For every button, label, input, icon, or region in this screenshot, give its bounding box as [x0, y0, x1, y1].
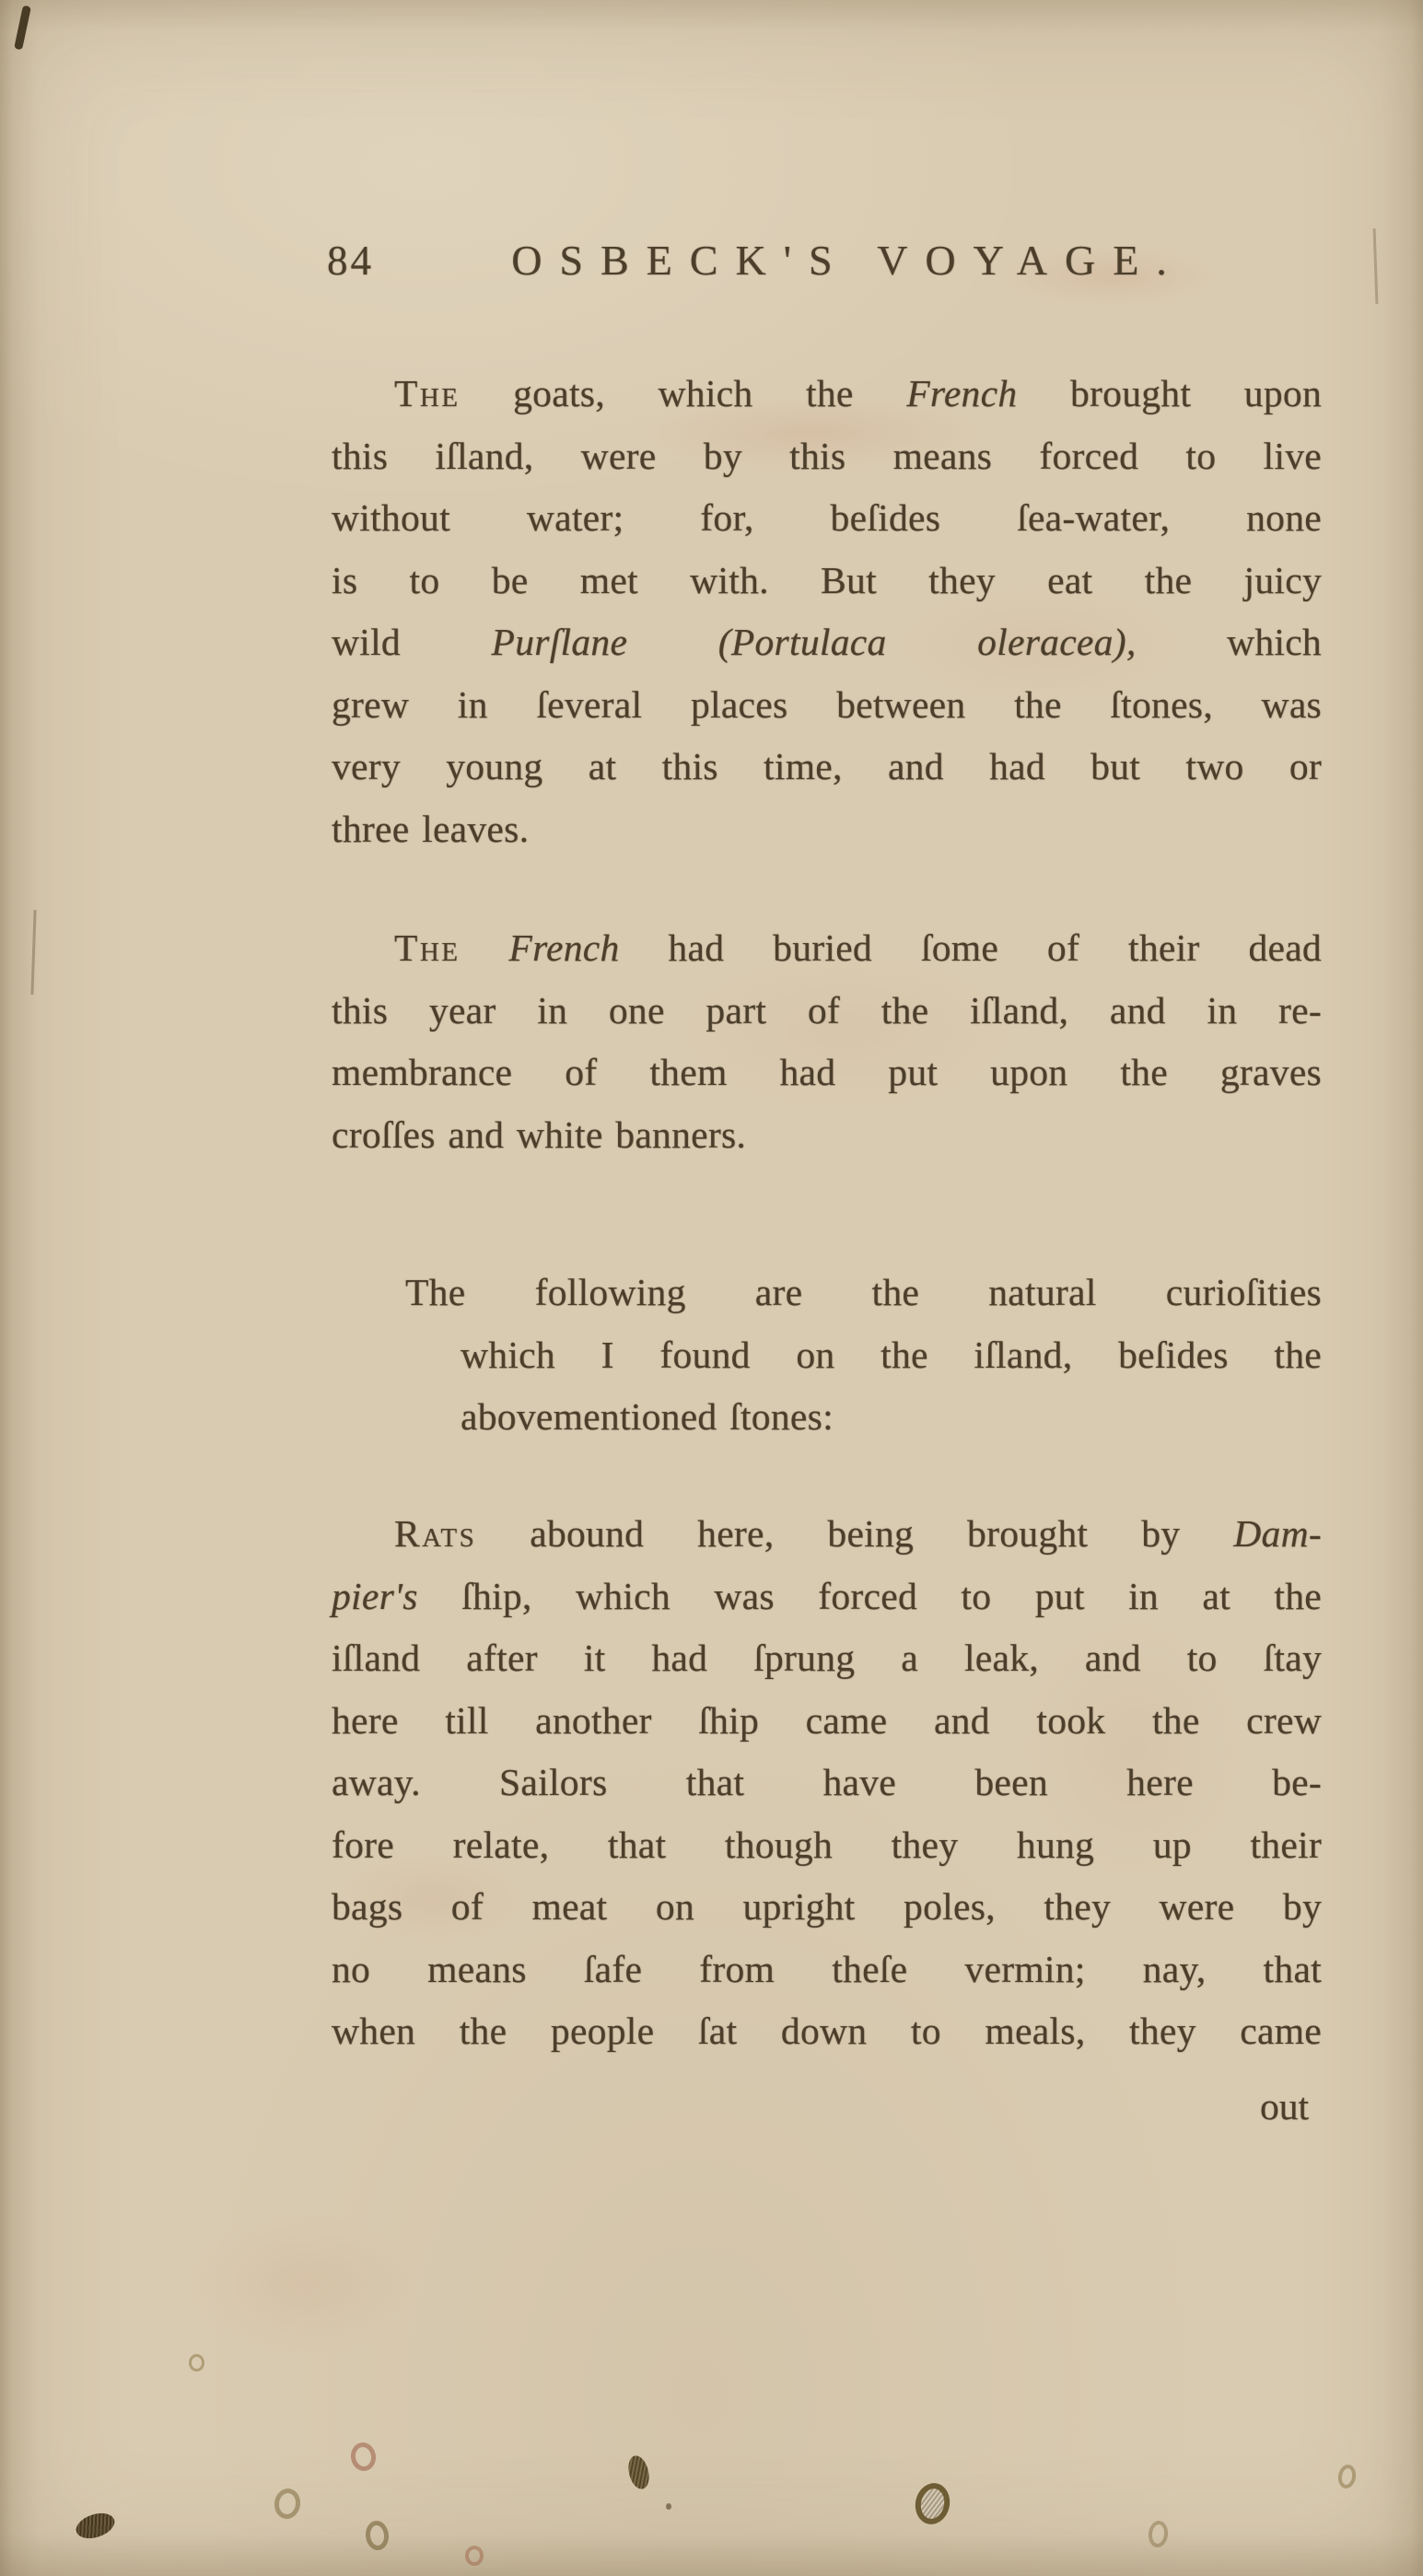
announcement-block [332, 1262, 1322, 1449]
text-line: grew in ſeveral places between the ſtones, was [332, 682, 1322, 726]
text-line: The following are the natural curioſities [405, 1271, 1322, 1313]
text-line: pier's ſhip, which was forced to put in at the [332, 1574, 1322, 1617]
ink-speck [189, 2354, 204, 2372]
text-line: fore relate, that though they hung up their [332, 1823, 1322, 1866]
text-line: here till another ſhip came and took the crew [332, 1698, 1322, 1742]
ink-speck [273, 2487, 302, 2521]
paragraph-rats [332, 1503, 1322, 2063]
text-line: iſland after it had ſprung a leak, and to ſtay [332, 1637, 1322, 1679]
text-line: membrance of them had put upon the graves [332, 1051, 1322, 1093]
ink-speck [73, 2508, 118, 2544]
text-line: this year in one part of the iſland, and in re- [332, 988, 1322, 1032]
page-header [327, 232, 1322, 289]
text-line: three leaves. [332, 807, 530, 850]
ink-speck [1336, 2464, 1358, 2490]
ink-speck [912, 2480, 954, 2528]
text-line: this iſland, were by this means forced to live [332, 434, 1322, 477]
ink-speck [1148, 2520, 1170, 2548]
smallcaps-word: The [394, 372, 461, 414]
text-line: croſſes and white banners. [332, 1113, 747, 1156]
ink-speck [364, 2520, 390, 2551]
italic-word: pier's [332, 1574, 418, 1617]
text-line: without water; for, beſides ſea-water, none [332, 496, 1322, 539]
ink-speck [349, 2441, 379, 2473]
text-line: which I found on the iſland, beſides the [461, 1333, 1322, 1376]
catchword: out [1259, 2085, 1309, 2127]
text-line: The goats, which the French brought upon [394, 372, 1322, 414]
text-line: away. Sailors that have been here be- [332, 1761, 1322, 1803]
paragraph-goats [332, 363, 1322, 860]
ink-speck [666, 2503, 671, 2510]
text-line: is to be met with. But they eat the juicy [332, 558, 1322, 601]
smallcaps-word: Rats [394, 1512, 477, 1555]
text-line: no means ſafe from theſe vermin; nay, that [332, 1947, 1322, 1990]
italic-word: French [508, 927, 620, 969]
text-line: The French had buried ſome of their dead [394, 927, 1322, 969]
paragraph-graves [332, 917, 1322, 1166]
italic-word: Dam- [1233, 1512, 1322, 1555]
pen-mark [14, 6, 31, 51]
edge-mark [1373, 228, 1379, 304]
text-line: very young at this time, and had but two or [332, 745, 1322, 787]
text-line: abovementioned ſtones: [461, 1395, 834, 1438]
text-line: Rats abound here, being brought by Dam- [394, 1512, 1322, 1555]
ink-speck [465, 2546, 484, 2566]
text-line: when the people ſat down to meals, they came [332, 2010, 1322, 2052]
smallcaps-word: The [394, 927, 461, 969]
text-line: wild Purſlane (Portulaca oleracea), which [332, 621, 1322, 663]
edge-mark [30, 910, 36, 995]
page-number: 84 [327, 238, 374, 284]
italic-word: French [906, 372, 1018, 414]
running-title: OSBECK'S VOYAGE. [511, 237, 1184, 284]
text-line: bags of meat on upright poles, they were by [332, 1885, 1322, 1928]
ink-speck [625, 2454, 652, 2491]
italic-phrase: Purſlane (Portulaca oleracea), [491, 621, 1137, 663]
